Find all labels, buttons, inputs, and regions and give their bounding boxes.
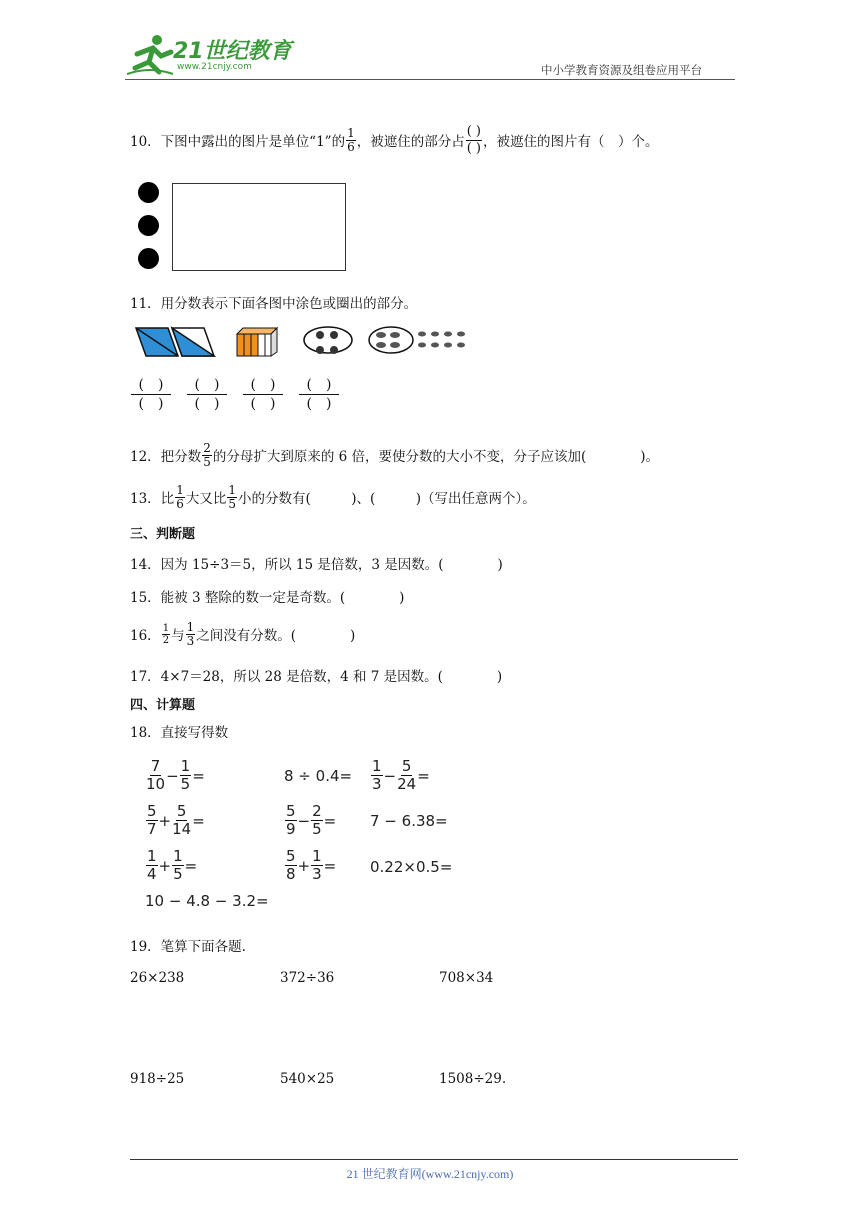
header-logo bbox=[125, 32, 295, 78]
cover-rectangle bbox=[172, 183, 346, 271]
calc-item: $\frac{1}{3}$ − $\frac{5}{24}$ = bbox=[372, 757, 430, 793]
black-dot bbox=[138, 248, 159, 269]
calc-item: 10 − 4.8 − 3.2= bbox=[145, 892, 269, 910]
parallelograms-icon bbox=[132, 326, 220, 358]
calc-item: 7 − 6.38= bbox=[370, 812, 448, 830]
circled-berries-icon bbox=[302, 324, 354, 358]
question-12: 12．把分数 $\frac{2}{5}$ 的分母扩大到原来的 6 倍，要使分数的大小不变，分子应该加( )。 bbox=[130, 440, 660, 469]
answer-fraction-blank[interactable]: $\frac{( )}{( )}$ bbox=[299, 376, 339, 413]
black-dot bbox=[138, 215, 159, 236]
calc-item: $\frac{7}{10}$ − $\frac{1}{5}$ = bbox=[146, 757, 205, 793]
q10-figure bbox=[137, 180, 347, 272]
logo-text: 21世纪教育 bbox=[173, 39, 292, 64]
answer-fraction-blank[interactable]: $\frac{( )}{( )}$ bbox=[131, 376, 171, 413]
q13-fraction-1: $\frac{1}{6}$ bbox=[176, 482, 184, 511]
q10-text-2: ，被遮住的部分占 bbox=[356, 134, 465, 150]
q10-text-1: 10．下图中露出的图片是单位“1”的 bbox=[130, 134, 346, 150]
calc-item: $\frac{5}{8}$ + $\frac{1}{3}$ = bbox=[286, 847, 337, 883]
footer-divider bbox=[130, 1159, 738, 1160]
calc-item: 8 ÷ 0.4= bbox=[284, 767, 353, 785]
q16-fraction-1: $\frac{1}{2}$ bbox=[162, 622, 170, 646]
section-heading-calc: 四、计算题 bbox=[130, 698, 196, 713]
question-10 bbox=[130, 120, 659, 160]
written-calc-item: 372÷36 bbox=[280, 970, 335, 986]
calc-item: $\frac{1}{4}$ + $\frac{1}{5}$ = bbox=[147, 847, 198, 883]
runner-logo-icon bbox=[125, 32, 175, 78]
written-calc-item: 708×34 bbox=[439, 970, 494, 986]
section-heading-judge: 三、判断题 bbox=[130, 527, 196, 542]
q13-fraction-2: $\frac{1}{5}$ bbox=[228, 482, 236, 511]
orange-blocks-icon bbox=[235, 326, 279, 358]
question-14: 14．因为 15÷3＝5，所以 15 是倍数，3 是因数。( ) bbox=[130, 557, 503, 573]
question-19: 19．笔算下面各题. bbox=[130, 939, 246, 955]
logo-url: www.21cnjy.com bbox=[177, 62, 252, 72]
calc-item: $\frac{5}{9}$ − $\frac{2}{5}$ = bbox=[286, 802, 337, 838]
footer-link[interactable]: 21 世纪教育网(www.21cnjy.com) bbox=[346, 1167, 514, 1181]
question-18: 18．直接写得数 bbox=[130, 725, 229, 741]
q12-fraction: $\frac{2}{5}$ bbox=[203, 440, 211, 469]
calc-item: $\frac{5}{7}$ + $\frac{5}{14}$ = bbox=[147, 802, 205, 838]
q11-figures bbox=[132, 324, 477, 358]
q10-text-3: ，被遮住的图片有（ ）个。 bbox=[483, 134, 659, 150]
circled-leaves-icon bbox=[367, 324, 477, 358]
answer-fraction-blank[interactable]: $\frac{( )}{( )}$ bbox=[243, 376, 283, 413]
written-calc-item: 540×25 bbox=[280, 1071, 335, 1087]
question-11: 11．用分数表示下面各图中涂色或圈出的部分。 bbox=[130, 296, 418, 312]
q11-answer-blanks bbox=[131, 376, 339, 413]
header-platform-text: 中小学教育资源及组卷应用平台 bbox=[541, 63, 702, 77]
question-17: 17．4×7＝28，所以 28 是倍数，4 和 7 是因数。( ) bbox=[130, 669, 503, 685]
question-15: 15．能被 3 整除的数一定是奇数。( ) bbox=[130, 590, 405, 606]
written-calc-item: 918÷25 bbox=[130, 1071, 185, 1087]
black-dot bbox=[138, 182, 159, 203]
q16-fraction-2: $\frac{1}{3}$ bbox=[186, 619, 195, 648]
written-calc-item: 26×238 bbox=[130, 970, 185, 986]
question-16: 16． $\frac{1}{2}$ 与 $\frac{1}{3}$ 之间没有分数。( ) bbox=[130, 619, 356, 648]
header-divider bbox=[125, 79, 735, 80]
written-calc-item: 1508÷29. bbox=[439, 1071, 507, 1087]
q10-blank-fraction: $\frac{( )}{( )}$ bbox=[466, 123, 481, 156]
question-13: 13．比 $\frac{1}{6}$ 大又比 $\frac{1}{5}$ 小的分数有( )、( )（写出任意两个）。 bbox=[130, 482, 536, 511]
q10-fraction: $\frac{1}{6}$ bbox=[347, 125, 355, 154]
answer-fraction-blank[interactable]: $\frac{( )}{( )}$ bbox=[187, 376, 227, 413]
calc-item: 0.22×0.5= bbox=[370, 858, 453, 876]
